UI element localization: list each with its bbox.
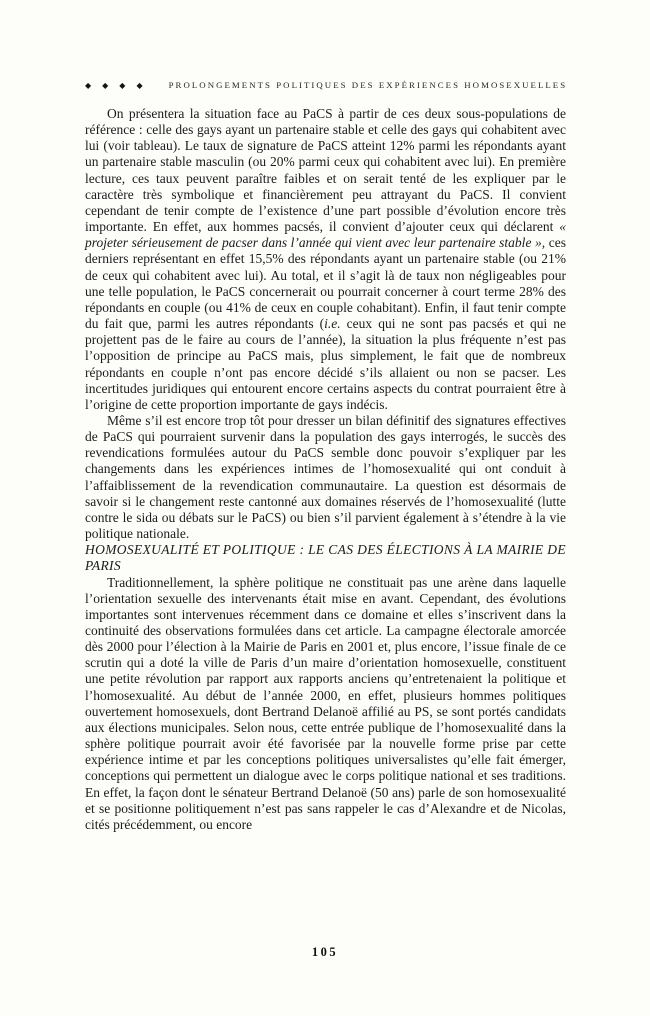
- paragraph1-quote: « projeter sérieusement de pacser dans l’année qui vient avec leur partenaire stable »,: [85, 219, 566, 251]
- paragraph-pacs-rates: [85, 106, 566, 413]
- paragraph-paris-elections: Traditionnellement, la sphère politique ne constituait pas une arène dans laquelle l’orientation sexuelle des intervenants était mise en avant. Cependant, des évolutions importantes sont intervenues récemment dans ce domaine et elles s’inscrivent dans la continuité des observations formulées dans cet article. La campagne électorale amorcée dès 2000 pour l’élection à la Mairie de Paris en 2001 et, plus encore, l’issue finale de ce scrutin qui a doté la ville de Paris d’un maire d’orientation homosexuelle, constituent une petite révolution par rapport aux rapports anciens qu’entretenaient la politique et l’homosexualité. Au début de l’année 2000, en effet, plusieurs hommes politiques ouvertement homosexuels, dont Bertrand Delanoë affilié au PS, se sont portés candidats aux élections municipales. Selon nous, cette entrée publique de l’homosexualité dans la sphère politique pourrait avoir été favorisée par la nouvelle forme prise par cette expérience intime et par les conceptions politiques universalistes qu’elle fait émerger, conceptions qui permettent un dialogue avec le corps politique national et ses traditions. En effet, la façon dont le sénateur Bertrand Delanoë (50 ans) parle de son homosexualité et se positionne politiquement n’est pas sans rappeler le cas d’Alexandre et de Nicolas, cités précédemment, ou encore: [85, 574, 566, 832]
- paragraph1-ie-abbrev: i.e.: [324, 316, 341, 332]
- paragraph1-segment-5: ceux qui ne sont pas pacsés et qui ne projettent pas de le faire au cours de l’année), la situation la plus fréquente n’est pas l’opposition de principe au PaCS mais, plus simplement, le fait que de nombreux répondants en couple n’ont pas encore décidé s’ils allaient ou non se pacser. Les incertitudes juridiques qui entourent encore certains aspects du contrat pourraient être à l’origine de cette proportion importante de gays indécis.: [85, 316, 566, 412]
- page-body: [85, 106, 566, 833]
- running-title: PROLONGEMENTS POLITIQUES DES EXPÉRIENCES HOMOSEXUELLES: [168, 80, 568, 90]
- diamond-ornaments-icon: ◆ ◆ ◆ ◆: [85, 80, 143, 90]
- page-number: 105: [311, 945, 339, 959]
- paragraph1-segment-3: ces derniers représentant en effet 15,5% des répondants ayant un partenaire stable (ou 21% de ceux qui cohabitent avec lui). Au total, et il s’agit là de taux non négligeables pour une telle population, le PaCS concernerait ou pourrait concerner à court terme 28% des répondants en couple (ou 41% de ceux en couple cohabitant). Enfin, il faut tenir compte du fait que, parmi les autres répondants (: [85, 235, 566, 332]
- section-heading: HOMOSEXUALITÉ ET POLITIQUE : LE CAS DES ÉLECTIONS À LA MAIRIE DE PARIS: [85, 542, 566, 574]
- paragraph1-segment-1: On présentera la situation face au PaCS à partir de ces deux sous-populations de référence : celle des gays ayant un partenaire stable et celle des gays qui cohabitent avec lui (voir tableau). Le taux de signature de PaCS atteint 12% parmi les répondants ayant un partenaire stable masculin (ou 20% parmi ceux qui cohabitent avec lui). En première lecture, ces taux peuvent paraître faibles et on serait tenté de les expliquer par le caractère très symbolique et financièrement peu attrayant du PaCS. Il convient cependant de tenir compte de l’existence d’une part possible d’évolution encore très importante. En effet, aux hommes pacsés, il convient d’ajouter ceux qui déclarent: [85, 106, 566, 235]
- running-header: [85, 80, 566, 90]
- paragraph-pacs-conclusion: Même s’il est encore trop tôt pour dresser un bilan définitif des signatures effectives de PaCS qui pourraient survenir dans la population des gays interrogés, le succès des revendications formulées autour du PaCS semble donc pouvoir s’expliquer par les changements dans les expériences intimes de l’homosexualité qui ont conduit à l’affaiblissement de la revendication communautaire. La question est désormais de savoir si le changement reste cantonné aux domaines réservés de l’homosexualité (lutte contre le sida ou débats sur le PaCS) ou bien s’il parvient également à s’étendre à la vie politique nationale.: [85, 412, 566, 542]
